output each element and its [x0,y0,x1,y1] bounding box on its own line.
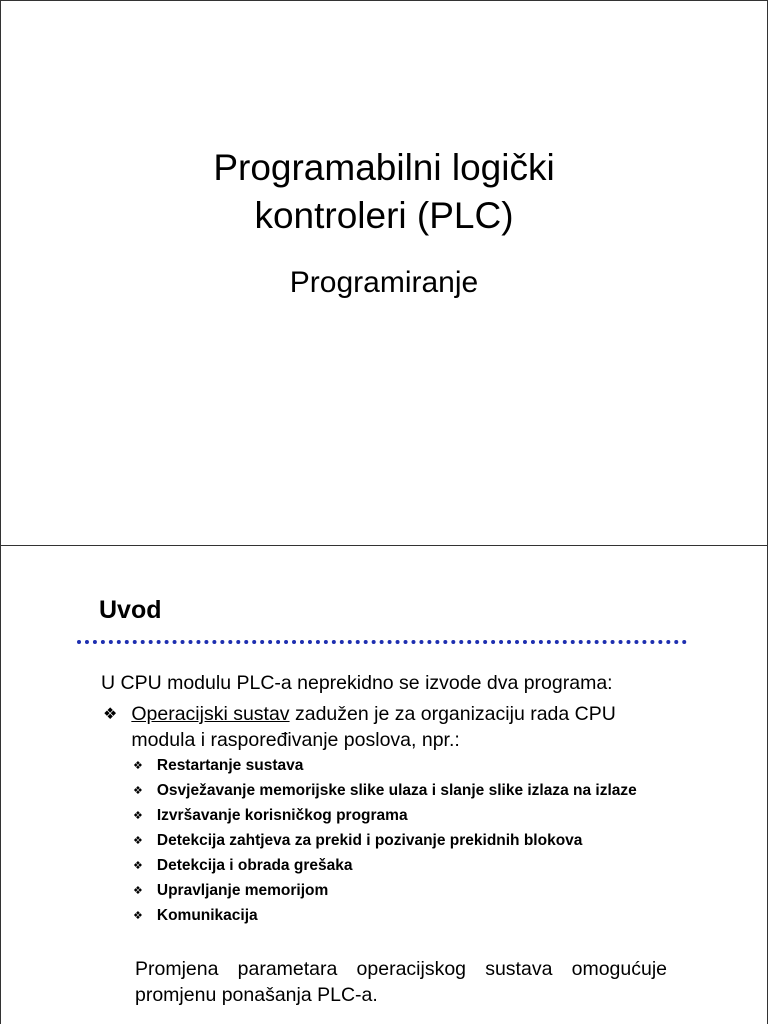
list-item [133,781,667,801]
list-item [103,701,669,926]
subtitle: Programiranje [289,266,479,299]
diamond-bullet-icon: ❖ [133,784,143,797]
sub-item-text: Komunikacija [156,907,258,924]
list-item [133,881,667,901]
bullet-description: zadužen je za organizaciju rada CPU modula i raspoređivanje poslova, npr.: [131,703,616,751]
title-line-1: Programabilni logički [213,147,555,188]
list-item [133,806,667,826]
diamond-bullet-icon: ❖ [133,884,143,897]
bullet-term: Operacijski sustav [131,703,290,725]
diamond-bullet-icon: ❖ [133,834,143,847]
section-title: Uvod [99,596,162,624]
title-slide [1,1,767,546]
sub-list [133,756,667,926]
bullet-text [131,701,669,753]
diamond-bullet-icon: ❖ [133,759,143,772]
diamond-bullet-icon: ❖ [103,704,118,723]
list-item [133,756,667,776]
bullet-list [103,701,669,931]
sub-item-text: Restartanje sustava [156,757,304,774]
diamond-bullet-icon: ❖ [133,809,143,822]
title-line-2: kontroleri (PLC) [254,195,514,236]
intro-text: U CPU modulu PLC-a neprekidno se izvode dva programa: [101,672,613,694]
dotted-divider [77,640,687,644]
sub-item-text: Upravljanje memorijom [156,882,329,899]
list-item [133,856,667,876]
sub-item-text: Osvježavanje memorijske slike ulaza i slanje slike izlaza na izlaze [156,782,637,799]
sub-item-text: Izvršavanje korisničkog programa [156,807,408,824]
diamond-bullet-icon: ❖ [133,909,143,922]
diamond-bullet-icon: ❖ [133,859,143,872]
sub-item-text: Detekcija zahtjeva za prekid i pozivanje prekidnih blokova [156,832,583,849]
closing-text: Promjena parametara operacijskog sustava omogućuje promjenu ponašanja PLC-a. [135,958,667,1006]
content-slide [1,546,767,1024]
sub-item-text: Detekcija i obrada grešaka [156,857,353,874]
list-item [133,906,667,926]
list-item [133,831,667,851]
main-title [1,144,767,240]
title-block [1,144,767,301]
